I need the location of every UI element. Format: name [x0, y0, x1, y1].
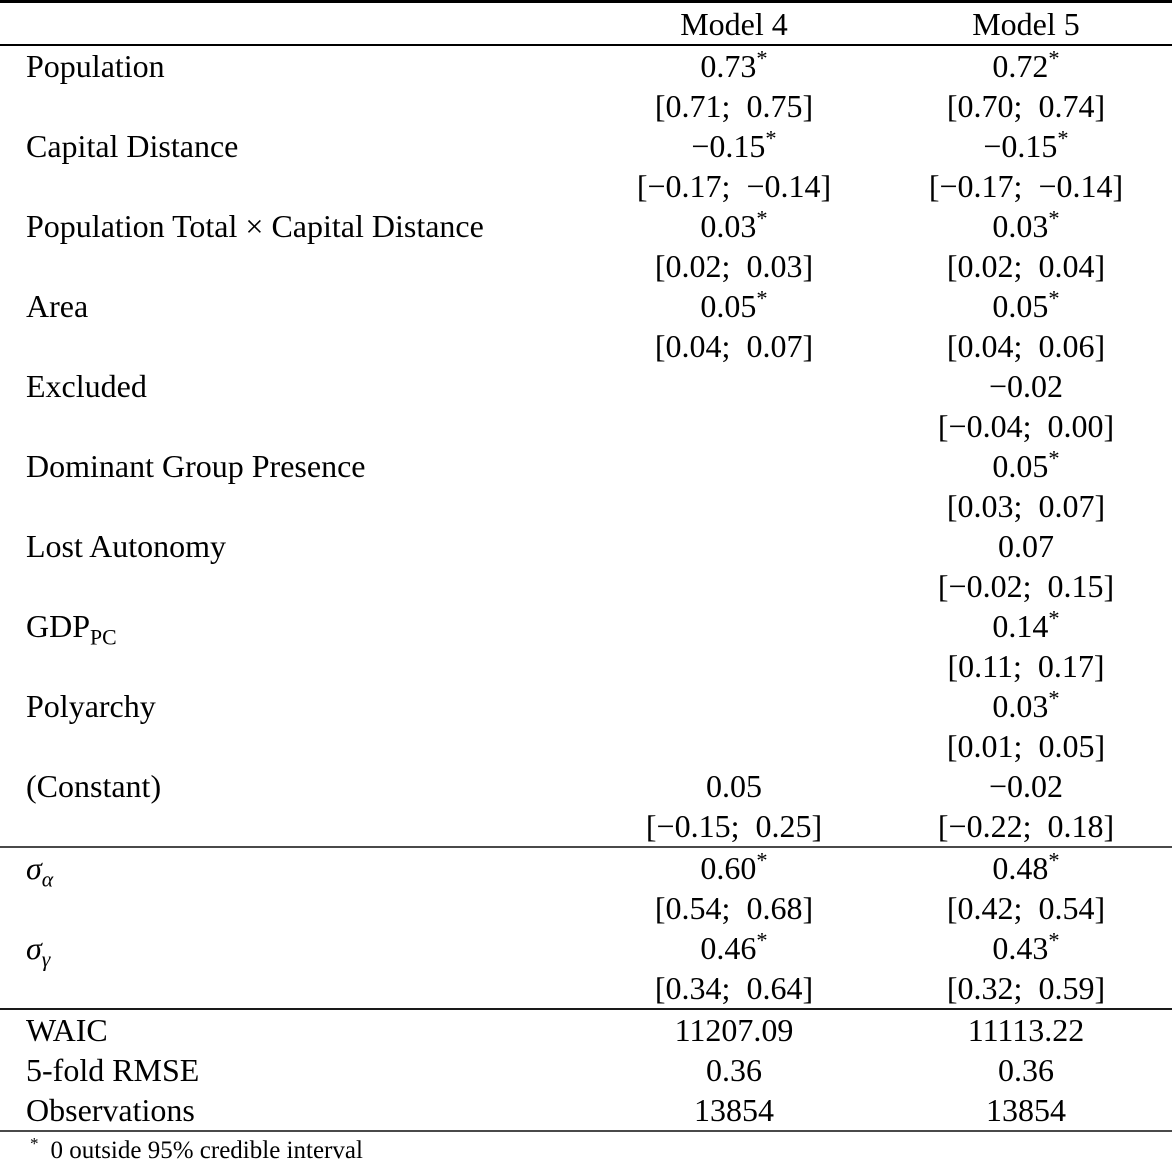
m5-estimate	[880, 446, 1172, 486]
spacer-cell	[0, 726, 588, 766]
table-row-polyarchy	[0, 686, 1172, 726]
m4-estimate	[588, 366, 880, 406]
significance-star: *	[1048, 685, 1060, 711]
table-row-lost-autonomy-ci	[0, 566, 1172, 606]
coef-label-text: Dominant Group Presence	[26, 448, 366, 484]
table-row-observations	[0, 1090, 1172, 1131]
table-row-waic	[0, 1009, 1172, 1050]
header-label-cell	[0, 2, 588, 46]
estimate-value: 0.46	[700, 930, 757, 966]
estimate-value: 0.05	[992, 448, 1049, 484]
spacer-cell	[0, 566, 588, 606]
m4-estimate	[588, 45, 880, 86]
m5-credible-interval: [0.11; 0.17]	[947, 648, 1105, 684]
header-model5: Model 5	[880, 2, 1172, 46]
coef-label-subscript: PC	[90, 625, 117, 650]
m5-estimate	[880, 45, 1172, 86]
sigma-symbol: σ	[26, 930, 42, 966]
m5-estimate	[880, 928, 1172, 968]
significance-star: *	[1048, 285, 1060, 311]
significance-star: *	[756, 45, 768, 71]
significance-star: *	[1048, 45, 1060, 71]
significance-star: *	[756, 205, 768, 231]
table-row-population-ci	[0, 86, 1172, 126]
table-row-sigma-alpha	[0, 847, 1172, 888]
estimate-value: 0.03	[700, 208, 757, 244]
m4-estimate	[588, 126, 880, 166]
table-row-excluded-ci	[0, 406, 1172, 446]
m5-estimate	[880, 686, 1172, 726]
spacer-cell	[0, 246, 588, 286]
m4-credible-interval	[588, 646, 880, 686]
significance-star: *	[1048, 445, 1060, 471]
sigma-symbol: σ	[26, 850, 42, 886]
estimate-value: 0.05	[706, 768, 762, 804]
estimate-value: 0.05	[992, 288, 1049, 324]
m4-gof-value: 13854	[694, 1092, 774, 1128]
m4-estimate	[588, 526, 880, 566]
header-model4: Model 4	[588, 2, 880, 46]
estimate-value: 0.43	[992, 930, 1049, 966]
coef-label	[0, 766, 588, 806]
m4-credible-interval	[588, 486, 880, 526]
m5-estimate	[880, 606, 1172, 646]
coef-label	[0, 606, 588, 650]
sigma-subscript: γ	[41, 947, 51, 972]
m4-estimate	[588, 766, 880, 806]
table-row-interaction	[0, 206, 1172, 246]
coef-label	[0, 206, 588, 246]
table-row-sigma-gamma-ci	[0, 968, 1172, 1009]
footnote-text: 0 outside 95% credible interval	[50, 1137, 363, 1164]
significance-star: *	[1048, 847, 1060, 873]
m5-estimate	[880, 847, 1172, 888]
table-row-dominant-group-ci	[0, 486, 1172, 526]
table-row-rmse	[0, 1050, 1172, 1090]
estimate-value: 0.03	[992, 688, 1049, 724]
table-row-constant	[0, 766, 1172, 806]
significance-star: *	[756, 927, 768, 953]
m5-credible-interval: [0.32; 0.59]	[946, 970, 1106, 1006]
coef-label	[0, 366, 588, 406]
table-row-gdp-pc-ci	[0, 646, 1172, 686]
significance-star: *	[1048, 205, 1060, 231]
significance-star: *	[1057, 125, 1069, 151]
estimate-value: 0.72	[992, 48, 1049, 84]
table-row-interaction-ci	[0, 246, 1172, 286]
table-row-constant-ci	[0, 806, 1172, 847]
footnote	[0, 1132, 1172, 1165]
table-row-capital-distance-ci	[0, 166, 1172, 206]
m4-credible-interval: [0.71; 0.75]	[654, 88, 814, 124]
m4-estimate	[588, 606, 880, 646]
m5-estimate	[880, 206, 1172, 246]
gof-label: Observations	[26, 1092, 195, 1128]
significance-star: *	[1048, 927, 1060, 953]
estimate-value: 0.03	[992, 208, 1049, 244]
coef-label-text: Capital Distance	[26, 128, 239, 164]
estimate-value: −0.02	[988, 768, 1064, 804]
coef-label	[0, 928, 588, 972]
estimate-value: −0.15	[691, 128, 766, 164]
table-row-area	[0, 286, 1172, 326]
spacer-cell	[0, 486, 588, 526]
significance-star: *	[765, 125, 777, 151]
coef-label-text: Population	[26, 48, 165, 84]
coef-label-text: Lost Autonomy	[26, 528, 227, 564]
coef-label-text: GDP	[26, 608, 91, 644]
coef-label	[0, 526, 588, 566]
significance-star: *	[756, 847, 768, 873]
m5-credible-interval: [−0.04; 0.00]	[937, 408, 1115, 444]
spacer-cell	[0, 326, 588, 366]
footnote-star: *	[30, 1133, 39, 1153]
m4-estimate	[588, 686, 880, 726]
coef-label	[0, 286, 588, 326]
m5-estimate	[880, 366, 1172, 406]
spacer-cell	[0, 806, 588, 847]
m5-credible-interval: [−0.22; 0.18]	[937, 808, 1115, 844]
coef-label-text: (Constant)	[26, 768, 162, 804]
coef-label-text: Excluded	[26, 368, 147, 404]
estimate-value: 0.73	[700, 48, 757, 84]
table-row-dominant-group	[0, 446, 1172, 486]
m5-credible-interval: [−0.17; −0.14]	[928, 168, 1124, 204]
m5-gof-value: 0.36	[998, 1052, 1054, 1088]
table-row-sigma-alpha-ci	[0, 888, 1172, 928]
table-row-population	[0, 45, 1172, 86]
m4-credible-interval: [0.02; 0.03]	[654, 248, 814, 284]
m4-credible-interval: [0.34; 0.64]	[654, 970, 814, 1006]
spacer-cell	[0, 166, 588, 206]
estimate-value: 0.14	[992, 608, 1049, 644]
m4-gof-value: 0.36	[706, 1052, 762, 1088]
m4-credible-interval	[588, 406, 880, 446]
m5-estimate	[880, 126, 1172, 166]
m5-estimate	[880, 286, 1172, 326]
m5-estimate	[880, 766, 1172, 806]
m4-gof-value: 11207.09	[588, 1009, 880, 1050]
m4-estimate	[588, 206, 880, 246]
m4-estimate	[588, 928, 880, 968]
spacer-cell	[0, 888, 588, 928]
table-row-area-ci	[0, 326, 1172, 366]
coef-label	[0, 686, 588, 726]
estimate-value: −0.02	[988, 368, 1064, 404]
spacer-cell	[0, 968, 588, 1009]
spacer-cell	[0, 406, 588, 446]
table-row-excluded	[0, 366, 1172, 406]
table-row-capital-distance	[0, 126, 1172, 166]
gof-label: 5-fold RMSE	[26, 1052, 200, 1088]
coef-label-text: Polyarchy	[26, 688, 156, 724]
coef-label-text: Population Total × Capital Distance	[26, 208, 484, 244]
spacer-cell	[0, 646, 588, 686]
significance-star: *	[1048, 605, 1060, 631]
coef-label	[0, 446, 588, 486]
table-row-gdp-pc	[0, 606, 1172, 646]
m4-estimate	[588, 847, 880, 888]
m4-credible-interval	[588, 726, 880, 766]
header-row	[0, 2, 1172, 46]
significance-star: *	[756, 285, 768, 311]
estimate-value: 0.60	[700, 850, 757, 886]
coef-label	[0, 847, 588, 892]
m4-credible-interval: [0.54; 0.68]	[654, 890, 814, 926]
estimate-value: 0.48	[992, 850, 1049, 886]
estimate-value: 0.05	[700, 288, 757, 324]
m5-credible-interval: [0.04; 0.06]	[946, 328, 1106, 364]
m5-gof-value: 11113.22	[880, 1009, 1172, 1050]
m4-credible-interval	[588, 566, 880, 606]
m5-credible-interval: [0.02; 0.04]	[946, 248, 1106, 284]
m4-estimate	[588, 286, 880, 326]
gof-label: WAIC	[0, 1009, 588, 1050]
coef-label-text: Area	[26, 288, 89, 324]
table-row-lost-autonomy	[0, 526, 1172, 566]
table-row-sigma-gamma	[0, 928, 1172, 968]
m5-credible-interval: [−0.02; 0.15]	[937, 568, 1115, 604]
m5-credible-interval: [0.01; 0.05]	[946, 728, 1106, 764]
m4-credible-interval: [0.04; 0.07]	[654, 328, 814, 364]
table-row-polyarchy-ci	[0, 726, 1172, 766]
m5-estimate	[880, 526, 1172, 566]
coef-label	[0, 45, 588, 86]
m5-credible-interval: [0.42; 0.54]	[946, 890, 1106, 926]
estimate-value: −0.15	[983, 128, 1058, 164]
coef-label	[0, 126, 588, 166]
estimate-value: 0.07	[998, 528, 1054, 564]
m4-credible-interval: [−0.17; −0.14]	[636, 168, 832, 204]
m5-credible-interval: [0.03; 0.07]	[946, 488, 1106, 524]
m4-estimate	[588, 446, 880, 486]
m4-credible-interval: [−0.15; 0.25]	[645, 808, 823, 844]
sigma-subscript: α	[41, 867, 54, 892]
spacer-cell	[0, 86, 588, 126]
m5-credible-interval: [0.70; 0.74]	[946, 88, 1106, 124]
m5-gof-value: 13854	[986, 1092, 1066, 1128]
